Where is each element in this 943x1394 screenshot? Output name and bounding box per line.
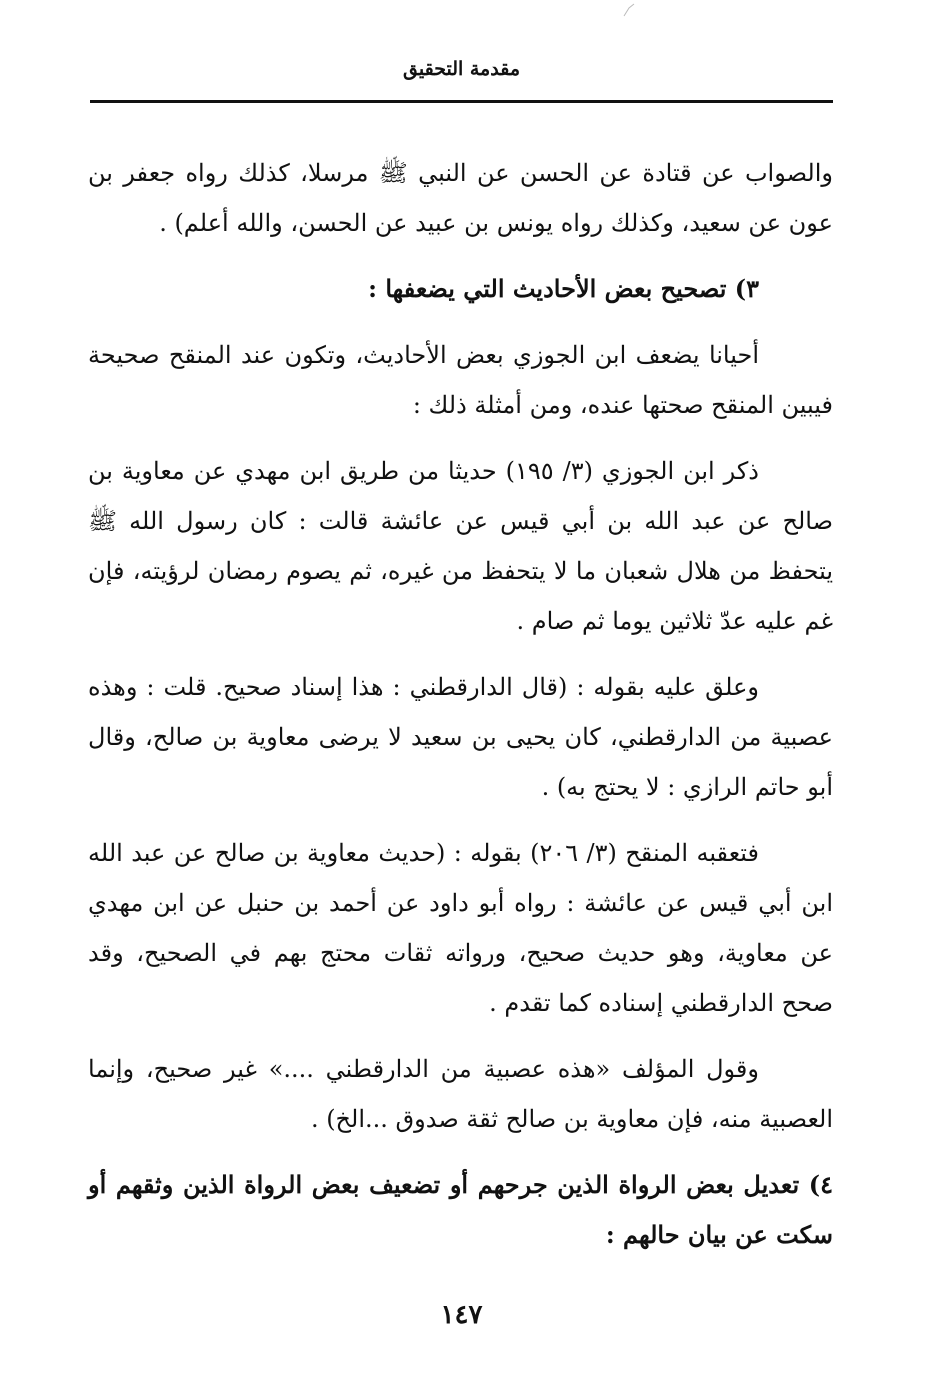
paragraph-continuation: والصواب عن قتادة عن الحسن عن النبي ﷺ مرسلا، كذلك رواه جعفر بن عون عن سعيد، وكذلك رواه يونس بن عبيد عن الحسن، والله أعلم) . — [88, 159, 833, 237]
paragraph-rebuttal: فتعقبه المنقح (٣/ ٢٠٦) بقوله : (حديث معاوية بن صالح عن عبد الله ابن أبي قيس عن عائشة : رواه أبو داود عن أحمد بن حنبل عن ابن مهدي عن معاوية، وهو حديث صحيح، ورواته ثقات محتج بهم في الصحيح، وقد صحح الدارقطني إسناده كما تقدم . — [88, 839, 833, 1017]
scan-mark — [622, 2, 636, 18]
paragraph-author-claim: وقول المؤلف «هذه عصبية من الدارقطني ....» غير صحيح، وإنما العصبية منه، فإن معاوية بن صالح ثقة صدوق ...الخ) . — [88, 1055, 833, 1133]
running-title: مقدمة التحقيق — [403, 58, 520, 80]
section-heading-3: ٣) تصحيح بعض الأحاديث التي يضعفها : — [368, 274, 759, 303]
paragraph-intro: أحيانا يضعف ابن الجوزي بعض الأحاديث، وتكون عند المنقح صحيحة فيبين المنقح صحتها عنده، ومن أمثلة ذلك : — [88, 341, 833, 419]
page-number: ١٤٧ — [440, 1300, 483, 1330]
section-heading-4: ٤) تعديل بعض الرواة الذين جرحهم أو تضعيف بعض الرواة الذين وثقهم أو سكت عن بيان حالهم : — [88, 1170, 833, 1249]
header-rule — [90, 100, 833, 103]
page-body — [88, 148, 833, 1276]
paragraph-example: ذكر ابن الجوزي (٣/ ١٩٥) حديثا من طريق ابن مهدي عن معاوية بن صالح عن عبد الله بن أبي قيس عن عائشة قالت : كان رسول الله ﷺ يتحفظ من هلال شعبان ما لا يتحفظ من غيره، ثم يصوم رمضان لرؤيته، فإن غم عليه عدّ ثلاثين يوما ثم صام . — [88, 457, 833, 635]
paragraph-comment: وعلق عليه بقوله : (قال الدارقطني : هذا إسناد صحيح. قلت : وهذه عصبية من الدارقطني، كان يحيى بن سعيد لا يرضى معاوية بن صالح، وقال أبو حاتم الرازي : لا يحتج به) . — [88, 673, 833, 801]
